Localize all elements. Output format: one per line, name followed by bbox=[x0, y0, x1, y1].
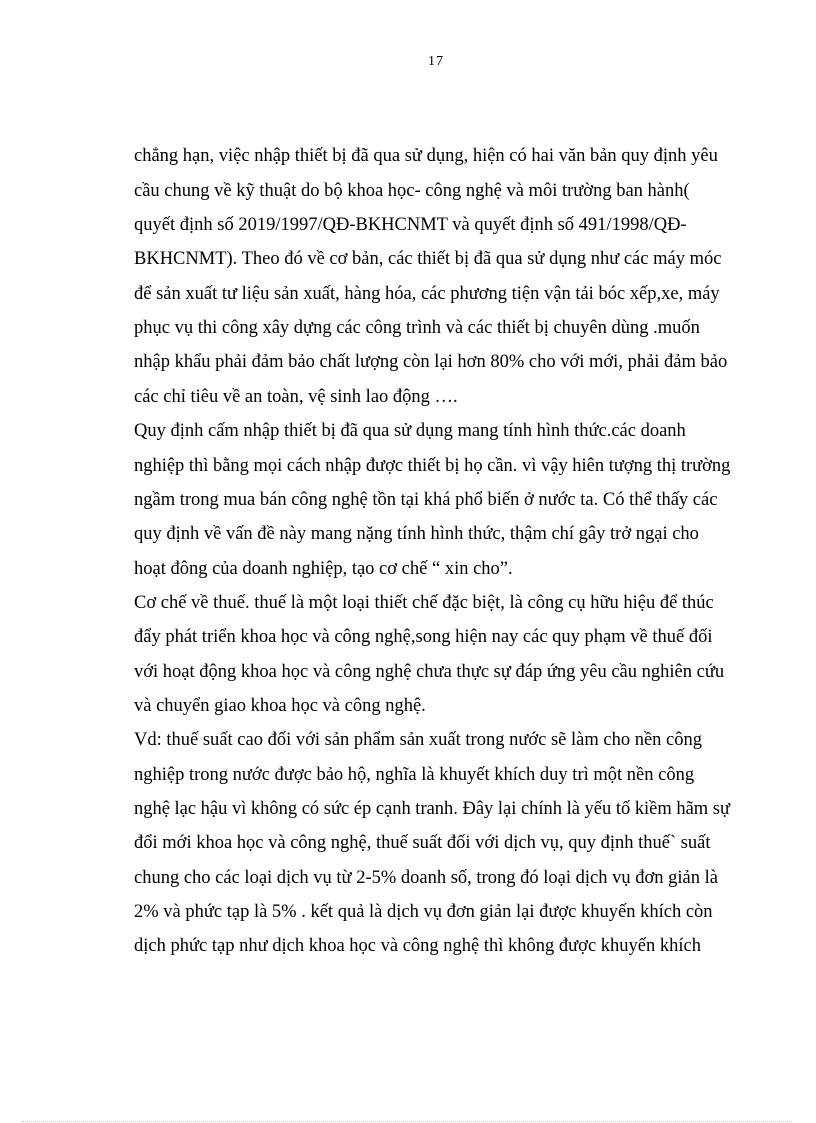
text-line: và chuyển giao khoa học và công nghệ. bbox=[134, 696, 426, 716]
text-line: Vd: thuế suất cao đối với sản phẩm sản xuất trong nước sẽ làm cho nền công bbox=[134, 730, 703, 750]
text-line: chẳng hạn, việc nhập thiết bị đã qua sử dụng, hiện có hai văn bản quy định yêu bbox=[134, 146, 718, 166]
text-line: nghệ lạc hậu vì không có sức ép cạnh tranh. Đây lại chính là yếu tố kiềm hãm sự bbox=[134, 799, 730, 819]
text-line: ngầm trong mua bán công nghệ tồn tại khá phổ biến ở nước ta. Có thể thấy các bbox=[134, 490, 718, 510]
text-line: đổi mới khoa học và công nghệ, thuế suất đối với dịch vụ, quy định thuế` suất bbox=[134, 833, 711, 853]
text-line: 2% và phức tạp là 5% . kết quả là dịch vụ đơn giản lại được khuyến khích còn bbox=[134, 902, 713, 922]
page-bottom-border bbox=[22, 1121, 792, 1122]
text-line: cầu chung về kỹ thuật do bộ khoa học- công nghệ và môi trường ban hành( bbox=[134, 181, 690, 201]
text-line: Quy định cấm nhập thiết bị đã qua sử dụng mang tính hình thức.các doanh bbox=[134, 421, 686, 441]
text-line: nghiệp trong nước được bảo hộ, nghĩa là khuyết khích duy trì một nền công bbox=[134, 765, 695, 785]
text-line: đẩy phát triển khoa học và công nghệ,song hiện nay các quy phạm về thuế đối bbox=[134, 627, 713, 647]
text-line: BKHCNMT). Theo đó về cơ bản, các thiết bị đã qua sử dụng như các máy móc bbox=[134, 249, 722, 269]
text-line: nghiệp thì bằng mọi cách nhập được thiết bị họ cần. vì vậy hiên tượng thị trường bbox=[134, 456, 731, 476]
text-line: các chỉ tiêu về an toàn, vệ sinh lao động …. bbox=[134, 387, 458, 407]
text-line: phục vụ thi công xây dựng các công trình và các thiết bị chuyên dùng .muốn bbox=[134, 318, 700, 338]
text-line: để sản xuất tư liệu sản xuất, hàng hóa, các phương tiện vận tải bóc xếp,xe, máy bbox=[134, 284, 720, 304]
text-line: Cơ chế về thuế. thuế là một loại thiết chế đặc biệt, là công cụ hữu hiệu để thúc bbox=[134, 593, 714, 613]
text-line: nhập khẩu phải đảm bảo chất lượng còn lại hơn 80% cho với mới, phải đảm bảo bbox=[134, 352, 728, 372]
text-line: với hoạt động khoa học và công nghệ chưa thực sự đáp ứng yêu cầu nghiên cứu bbox=[134, 662, 725, 682]
text-line: chung cho các loại dịch vụ từ 2-5% doanh số, trong đó loại dịch vụ đơn giản là bbox=[134, 868, 718, 888]
page-number: 17 bbox=[428, 54, 444, 69]
text-line: dịch phức tạp như dịch khoa học và công nghệ thì không được khuyến khích bbox=[134, 936, 701, 956]
text-line: hoạt đông của doanh nghiệp, tạo cơ chế “ xin cho”. bbox=[134, 559, 513, 579]
text-line: quy định về vấn đề này mang nặng tính hình thức, thậm chí gây trở ngại cho bbox=[134, 524, 699, 544]
text-line: quyết định số 2019/1997/QĐ-BKHCNMT và quyết định số 491/1998/QĐ- bbox=[134, 215, 687, 235]
